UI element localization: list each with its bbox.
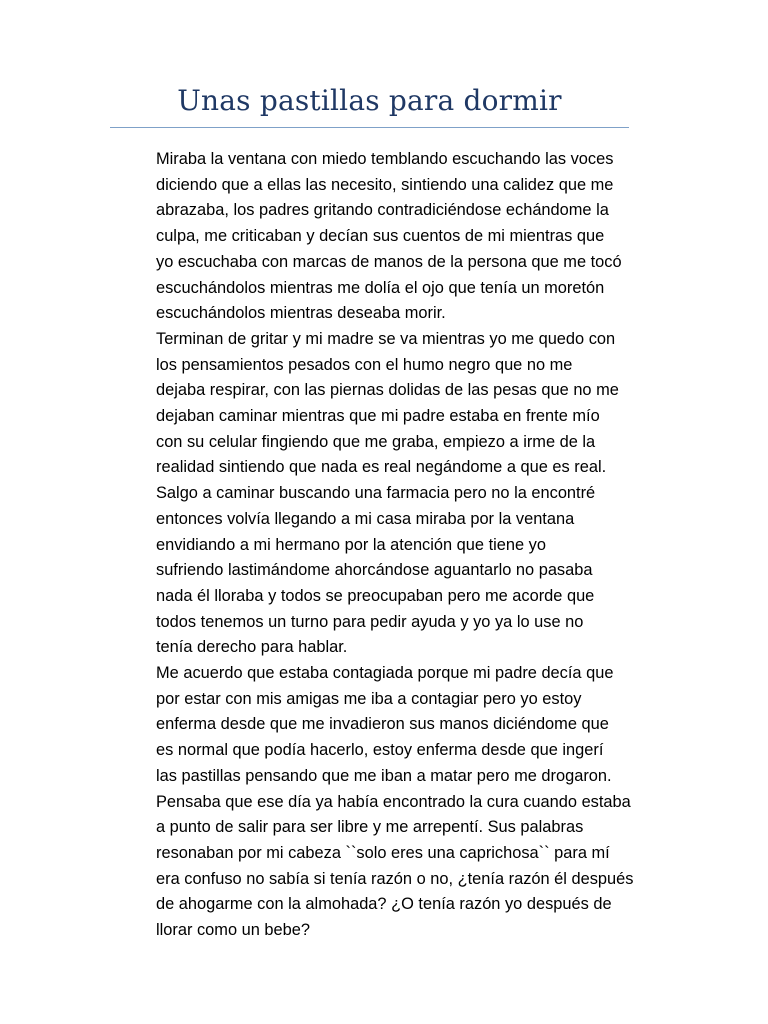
- body-line: realidad sintiendo que nada es real negándome a que es real.: [156, 458, 607, 477]
- body-line: a punto de salir para ser libre y me arrepentí. Sus palabras: [156, 818, 584, 837]
- body-line: todos tenemos un turno para pedir ayuda y yo ya lo use no: [156, 612, 584, 631]
- body-line: culpa, me criticaban y decían sus cuentos de mi mientras que: [156, 227, 605, 246]
- body-line: yo escuchaba con marcas de manos de la persona que me tocó: [156, 252, 622, 271]
- body-line: de ahogarme con la almohada? ¿O tenía razón yo después de: [156, 895, 612, 914]
- body-line: sufriendo lastimándome ahorcándose aguantarlo no pasaba: [156, 561, 593, 580]
- body-line: abrazaba, los padres gritando contradiciéndose echándome la: [156, 201, 609, 220]
- document-title: Unas pastillas para dormir: [177, 84, 562, 117]
- body-line: resonaban por mi cabeza ``solo eres una caprichosa`` para mí: [156, 843, 610, 862]
- title-underline-rule: [110, 127, 629, 128]
- body-line: Pensaba que ese día ya había encontrado la cura cuando estaba: [156, 792, 631, 811]
- body-line: los pensamientos pesados con el humo negro que no me: [156, 355, 573, 374]
- body-line: Me acuerdo que estaba contagiada porque mi padre decía que: [156, 664, 614, 683]
- body-line: envidiando a mi hermano por la atención que tiene yo: [156, 535, 546, 554]
- body-line: las pastillas pensando que me iban a matar pero me drogaron.: [156, 766, 612, 785]
- body-line: dejaban caminar mientras que mi padre estaba en frente mío: [156, 407, 600, 426]
- document-body: [156, 147, 656, 944]
- body-line: Miraba la ventana con miedo temblando escuchando las voces: [156, 150, 614, 168]
- body-line: entonces volvía llegando a mi casa miraba por la ventana: [156, 509, 575, 528]
- body-line: con su celular fingiendo que me graba, empiezo a irme de la: [156, 432, 596, 451]
- body-line: nada él lloraba y todos se preocupaban pero me acorde que: [156, 586, 595, 605]
- body-line: Salgo a caminar buscando una farmacia pero no la encontré: [156, 484, 596, 503]
- body-line: por estar con mis amigas me iba a contagiar pero yo estoy: [156, 689, 582, 708]
- body-line: es normal que podía hacerlo, estoy enferma desde que ingerí: [156, 741, 604, 760]
- body-line: enferma desde que me invadieron sus manos diciéndome que: [156, 715, 609, 734]
- body-line: escuchándolos mientras deseaba morir.: [156, 304, 446, 323]
- body-line: dejaba respirar, con las piernas dolidas de las pesas que no me: [156, 381, 619, 400]
- body-line: era confuso no sabía si tenía razón o no, ¿tenía razón él después: [156, 869, 634, 888]
- body-line: diciendo que a ellas las necesito, sintiendo una calidez que me: [156, 175, 614, 194]
- body-line: llorar como un bebe?: [156, 921, 310, 940]
- body-line: escuchándolos mientras me dolía el ojo que tenía un moretón: [156, 278, 605, 297]
- body-line: Terminan de gritar y mi madre se va mientras yo me quedo con: [156, 329, 616, 348]
- body-line: tenía derecho para hablar.: [156, 638, 348, 657]
